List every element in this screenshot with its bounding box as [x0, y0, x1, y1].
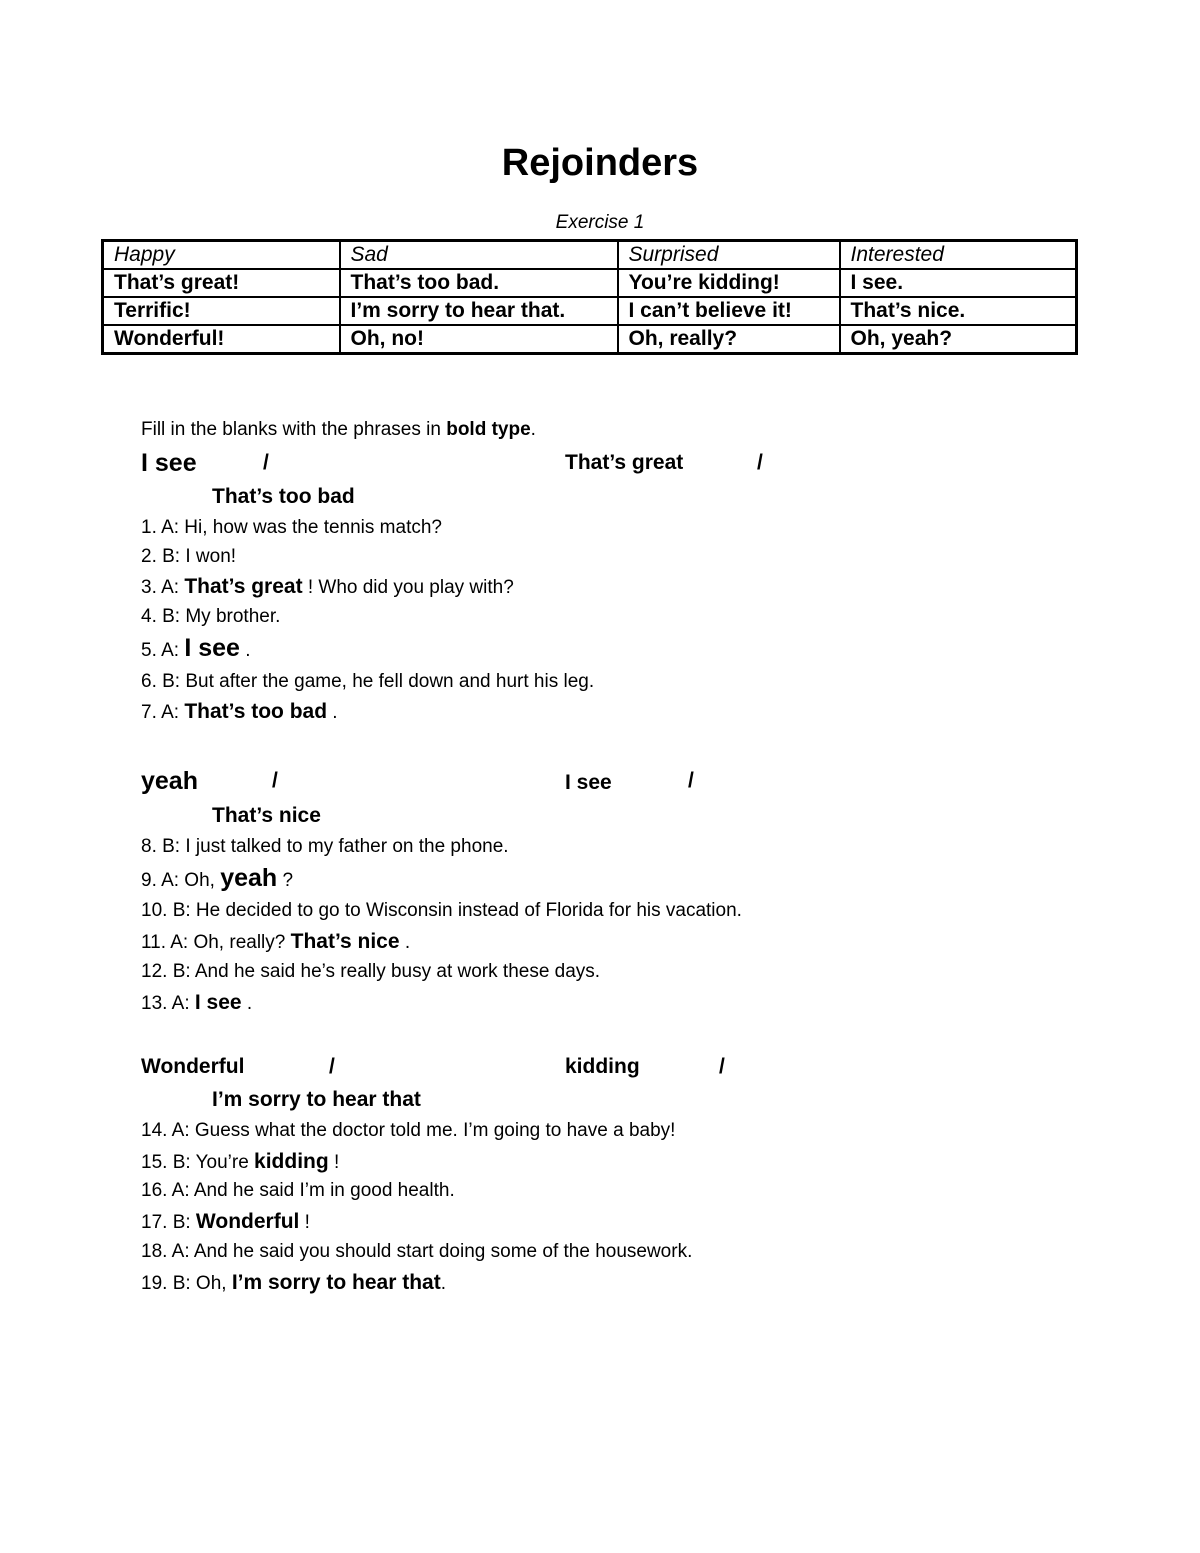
instruction-bold: bold type: [446, 419, 531, 440]
separator: /: [719, 1055, 725, 1078]
word-bank-word: I’m sorry to hear that: [212, 1088, 421, 1111]
table-row: [103, 325, 1077, 354]
instruction-text: Fill in the blanks with the phrases in: [141, 419, 447, 440]
table-cell: You’re kidding!: [618, 269, 840, 297]
table-row: [103, 269, 1077, 297]
separator: /: [272, 769, 278, 792]
instruction-end: .: [530, 419, 536, 440]
table-cell: I’m sorry to hear that.: [340, 297, 618, 325]
answer: That’s too bad: [184, 700, 328, 723]
dialogue-line: [141, 864, 293, 893]
line-text: 14. A: Guess what the doctor told me. I’m going to have a baby!: [141, 1120, 676, 1141]
line-text: 9. A: Oh,: [141, 870, 221, 891]
line-text: 17. B:: [141, 1212, 196, 1233]
dialogue-line: [141, 671, 594, 693]
word-bank-word: kidding: [565, 1055, 640, 1078]
line-text: .: [440, 1273, 446, 1294]
line-text: 16. A: And he said I’m in good health.: [141, 1180, 455, 1201]
dialogue-line: [141, 930, 410, 954]
table-cell: Oh, really?: [618, 325, 840, 354]
table-header-cell: Sad: [340, 241, 618, 270]
answer: That’s nice: [290, 930, 400, 953]
line-text: 15. B: You’re: [141, 1152, 255, 1173]
dialogue-line: [141, 1150, 339, 1174]
table-cell: Oh, no!: [340, 325, 618, 354]
line-text: ?: [277, 870, 294, 891]
line-text: 10. B: He decided to go to Wisconsin instead of Florida for his vacation.: [141, 900, 742, 921]
rejoinders-table: [101, 239, 1078, 355]
table-cell: That’s too bad.: [340, 269, 618, 297]
line-text: 4. B: My brother.: [141, 606, 281, 627]
table-header-cell: Interested: [840, 241, 1077, 270]
dialogue-line: [141, 1180, 455, 1202]
line-text: .: [399, 932, 411, 953]
word-bank-word: yeah: [141, 767, 198, 795]
line-text: ! Who did you play with?: [302, 577, 514, 598]
separator: /: [263, 451, 269, 474]
dialogue-line: [141, 836, 509, 858]
word-bank-2: [141, 767, 1041, 837]
table-row: [103, 297, 1077, 325]
line-text: 18. A: And he said you should start doing some of the housework.: [141, 1241, 693, 1262]
word-bank-word: That’s great: [565, 451, 684, 474]
line-text: 8. B: I just talked to my father on the phone.: [141, 836, 509, 857]
word-bank-word: I see: [565, 771, 612, 794]
table-cell: Terrific!: [103, 297, 340, 325]
line-text: .: [327, 702, 338, 723]
line-text: 19. B: Oh,: [141, 1273, 232, 1294]
word-bank-word: That’s nice: [212, 804, 321, 827]
line-text: !: [328, 1152, 340, 1173]
table-cell: That’s great!: [103, 269, 340, 297]
line-text: 11. A: Oh, really?: [141, 932, 291, 953]
answer: I see: [184, 634, 240, 662]
answer: kidding: [254, 1150, 329, 1173]
line-text: !: [299, 1212, 310, 1233]
table-header-row: [103, 241, 1077, 270]
line-text: 2. B: I won!: [141, 546, 237, 567]
line-text: 6. B: But after the game, he fell down and hurt his leg.: [141, 671, 595, 692]
table-cell: Oh, yeah?: [840, 325, 1077, 354]
separator: /: [688, 769, 694, 792]
instructions: [141, 419, 536, 441]
dialogue-line: [141, 1210, 310, 1234]
dialogue-line: [141, 546, 236, 568]
dialogue-line: [141, 517, 442, 539]
line-text: .: [239, 640, 251, 661]
dialogue-line: [141, 700, 338, 724]
dialogue-line: [141, 900, 742, 922]
line-text: 1. A: Hi, how was the tennis match?: [141, 517, 442, 538]
line-text: 12. B: And he said he’s really busy at work these days.: [141, 961, 601, 982]
exercise-subtitle: Exercise 1: [555, 212, 645, 233]
line-text: 7. A:: [141, 702, 185, 723]
table-cell: I see.: [840, 269, 1077, 297]
line-text: 13. A:: [141, 993, 195, 1014]
dialogue-line: [141, 606, 280, 628]
line-text: 5. A:: [141, 640, 185, 661]
word-bank-word: I see: [141, 449, 197, 477]
word-bank-1: [141, 449, 1041, 519]
table-cell: I can’t believe it!: [618, 297, 840, 325]
answer: I see: [194, 991, 242, 1014]
page-title: Rejoinders: [501, 142, 699, 184]
answer: I’m sorry to hear that: [231, 1271, 441, 1294]
dialogue-line: [141, 1241, 692, 1263]
dialogue-line: [141, 1120, 675, 1142]
answer: Wonderful: [195, 1210, 300, 1233]
line-text: 3. A:: [141, 577, 185, 598]
dialogue-line: [141, 634, 250, 663]
table-cell: That’s nice.: [840, 297, 1077, 325]
answer: yeah: [220, 864, 278, 892]
table-header-cell: Happy: [103, 241, 340, 270]
table-cell: Wonderful!: [103, 325, 340, 354]
dialogue-line: [141, 961, 600, 983]
dialogue-line: [141, 991, 252, 1015]
separator: /: [757, 451, 763, 474]
answer: That’s great: [184, 575, 303, 598]
separator: /: [329, 1055, 335, 1078]
dialogue-line: [141, 575, 514, 599]
dialogue-line: [141, 1271, 446, 1295]
word-bank-3: [141, 1055, 1041, 1125]
word-bank-word: Wonderful: [141, 1055, 245, 1078]
table-header-cell: Surprised: [618, 241, 840, 270]
word-bank-word: That’s too bad: [212, 485, 355, 508]
line-text: .: [241, 993, 253, 1014]
